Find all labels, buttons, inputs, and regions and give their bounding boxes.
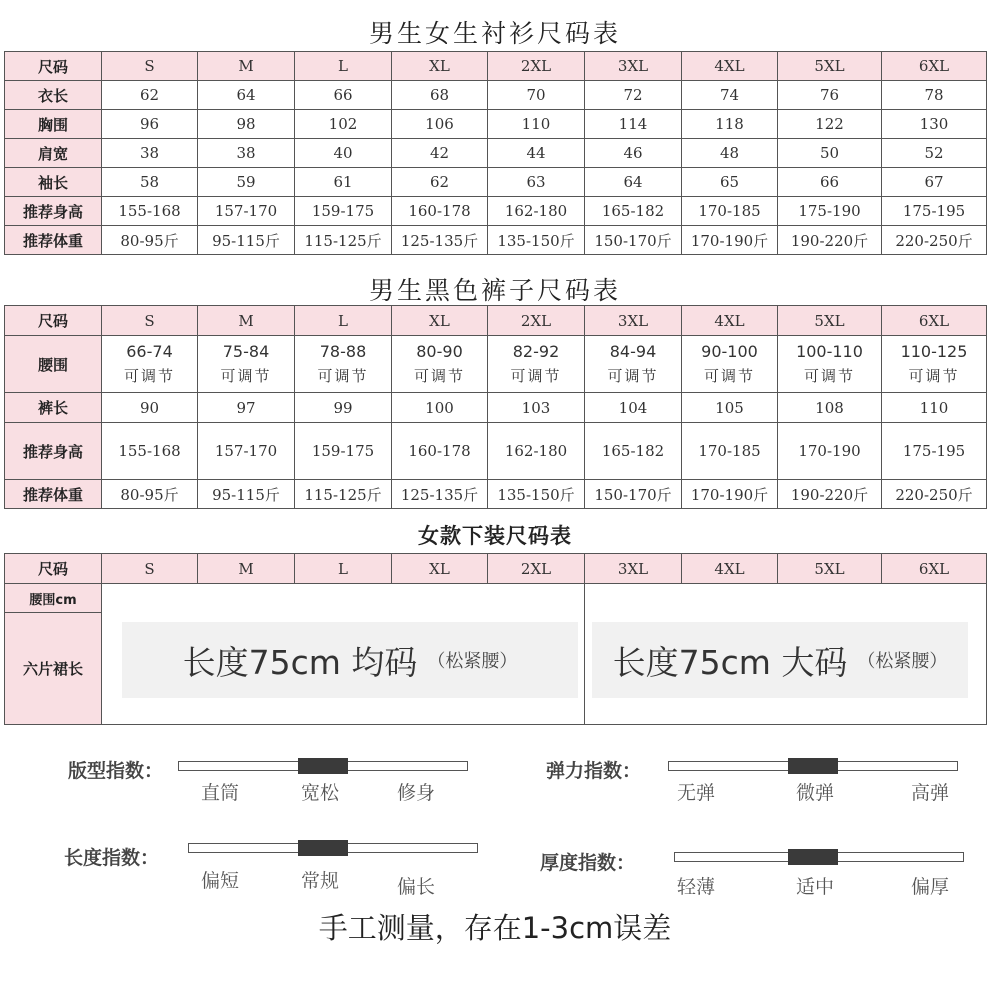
table-cell: 100: [392, 393, 488, 423]
women-table-title: 女款下装尺码表: [418, 524, 572, 548]
header-cell: XL: [392, 306, 488, 336]
table-cell: [198, 336, 295, 393]
table-cell: 170-185: [682, 423, 778, 480]
adjustable-note: 可调节: [510, 367, 562, 385]
table-cell: [488, 336, 585, 393]
table-cell: 63: [488, 168, 585, 197]
length-text: 长度75cm 均码: [182, 642, 418, 682]
row-label: 推荐体重: [5, 226, 102, 255]
table-cell: 104: [585, 393, 682, 423]
header-cell: 2XL: [488, 52, 585, 81]
one-size-length-note: [122, 622, 578, 698]
table-cell: 110: [488, 110, 585, 139]
adjustable-note: 可调节: [413, 367, 465, 385]
header-cell: XL: [392, 52, 488, 81]
waist-range: 78-88: [319, 342, 367, 361]
table-cell: 66: [778, 168, 882, 197]
header-cell: M: [198, 52, 295, 81]
table-cell: 159-175: [295, 197, 392, 226]
table-cell: 157-170: [198, 423, 295, 480]
header-cell: S: [102, 306, 198, 336]
table-row: [5, 480, 987, 509]
row-label: 腰围: [5, 336, 102, 393]
row-label: 胸围: [5, 110, 102, 139]
table-cell: 90: [102, 393, 198, 423]
header-cell: 尺码: [5, 52, 102, 81]
elastic-waist-note: （松紧腰）: [857, 651, 948, 672]
header-cell: 6XL: [882, 52, 987, 81]
row-label: 袖长: [5, 168, 102, 197]
index-option: 偏厚: [910, 876, 949, 898]
table-cell: 102: [295, 110, 392, 139]
table-cell: 122: [778, 110, 882, 139]
fit-index-track: [178, 761, 468, 771]
table-cell: 125-135斤: [392, 226, 488, 255]
row-label: 裤长: [5, 393, 102, 423]
table-cell: [882, 336, 987, 393]
length-index-track: [188, 843, 478, 853]
header-cell: XL: [392, 554, 488, 584]
index-option: 适中: [795, 876, 834, 898]
table-cell: [682, 336, 778, 393]
measurement-disclaimer: 手工测量，存在1-3cm误差: [318, 911, 672, 945]
header-cell: 2XL: [488, 306, 585, 336]
table-cell: 48: [682, 139, 778, 168]
table-row: [5, 584, 987, 613]
index-option: 宽松: [300, 782, 339, 804]
table-cell: 95-115斤: [198, 480, 295, 509]
table-cell: 62: [102, 81, 198, 110]
table-cell: 61: [295, 168, 392, 197]
table-row: [5, 81, 987, 110]
table-row: [5, 139, 987, 168]
table-cell: [295, 336, 392, 393]
waist-range: 80-90: [416, 342, 463, 361]
table-cell: 157-170: [198, 197, 295, 226]
thickness-index-label: 厚度指数：: [540, 852, 636, 874]
thickness-index-track: [674, 852, 964, 862]
table-cell: 72: [585, 81, 682, 110]
header-cell: 4XL: [682, 306, 778, 336]
index-option: 修身: [396, 782, 435, 804]
table-cell: 160-178: [392, 423, 488, 480]
table-cell: 118: [682, 110, 778, 139]
index-option: 轻薄: [676, 876, 715, 898]
shirt-header-row: [5, 52, 987, 81]
header-cell: L: [295, 554, 392, 584]
table-cell: 106: [392, 110, 488, 139]
fit-index-indicator: [298, 758, 348, 774]
table-cell: 165-182: [585, 197, 682, 226]
table-cell: 64: [585, 168, 682, 197]
table-cell: [585, 336, 682, 393]
table-cell: 135-150斤: [488, 226, 585, 255]
table-cell: 38: [102, 139, 198, 168]
header-cell: 2XL: [488, 554, 585, 584]
stretch-index-label: 弹力指数：: [546, 760, 642, 782]
table-cell: 170-190斤: [682, 480, 778, 509]
table-cell: 67: [882, 168, 987, 197]
pants-header-row: [5, 306, 987, 336]
row-label: 六片裙长: [5, 613, 102, 725]
table-row: [5, 393, 987, 423]
waist-range: 75-84: [222, 342, 270, 361]
waist-range: 84-94: [609, 342, 657, 361]
pants-table-title: 男生黑色裤子尺码表: [368, 276, 621, 305]
table-cell: 76: [778, 81, 882, 110]
header-cell: 3XL: [585, 554, 682, 584]
table-cell: 44: [488, 139, 585, 168]
header-cell: 尺码: [5, 306, 102, 336]
row-label: 肩宽: [5, 139, 102, 168]
women-header-row: [5, 554, 987, 584]
table-row: [5, 197, 987, 226]
table-cell: 114: [585, 110, 682, 139]
header-cell: M: [198, 554, 295, 584]
index-option: 高弹: [910, 782, 949, 804]
table-cell: 50: [778, 139, 882, 168]
table-cell: 150-170斤: [585, 226, 682, 255]
header-cell: S: [102, 554, 198, 584]
header-cell: 6XL: [882, 306, 987, 336]
table-cell: [102, 336, 198, 393]
header-cell: 5XL: [778, 52, 882, 81]
row-label: 腰围cm: [5, 584, 102, 613]
table-cell: 103: [488, 393, 585, 423]
header-cell: 3XL: [585, 52, 682, 81]
table-cell: 98: [198, 110, 295, 139]
header-cell: 4XL: [682, 554, 778, 584]
plus-size-length-note: [592, 622, 968, 698]
table-cell: 110: [882, 393, 987, 423]
table-cell: 108: [778, 393, 882, 423]
table-cell: 80-95斤: [102, 226, 198, 255]
table-cell: 220-250斤: [882, 226, 987, 255]
table-cell: 155-168: [102, 423, 198, 480]
table-cell: 190-220斤: [778, 226, 882, 255]
length-text: 长度75cm 大码: [612, 642, 848, 682]
table-cell: 170-190: [778, 423, 882, 480]
table-cell: 159-175: [295, 423, 392, 480]
table-cell: 115-125斤: [295, 480, 392, 509]
table-cell: 175-195: [882, 423, 987, 480]
waist-range: 100-110: [796, 342, 863, 361]
table-row: [5, 226, 987, 255]
index-option: 无弹: [676, 782, 715, 804]
row-label: 推荐身高: [5, 197, 102, 226]
elastic-waist-note: （松紧腰）: [427, 651, 518, 672]
table-cell: 42: [392, 139, 488, 168]
row-label: 推荐身高: [5, 423, 102, 480]
index-option: 直筒: [200, 782, 239, 804]
stretch-index-track: [668, 761, 958, 771]
adjustable-note: 可调节: [607, 367, 659, 385]
header-cell: L: [295, 306, 392, 336]
table-cell: 170-190斤: [682, 226, 778, 255]
index-option: 偏短: [200, 870, 239, 892]
table-cell: 62: [392, 168, 488, 197]
table-cell: [778, 336, 882, 393]
table-cell: 46: [585, 139, 682, 168]
index-option: 偏长: [396, 876, 435, 898]
table-row: [5, 423, 987, 480]
header-cell: 5XL: [778, 554, 882, 584]
header-cell: 5XL: [778, 306, 882, 336]
header-cell: 4XL: [682, 52, 778, 81]
table-row: [5, 336, 987, 393]
table-cell: 160-178: [392, 197, 488, 226]
length-index-indicator: [298, 840, 348, 856]
table-cell: 59: [198, 168, 295, 197]
table-cell: 65: [682, 168, 778, 197]
thickness-index-indicator: [788, 849, 838, 865]
table-cell: 52: [882, 139, 987, 168]
table-cell: 155-168: [102, 197, 198, 226]
index-option: 微弹: [795, 782, 834, 804]
shirt-size-table: [4, 51, 987, 255]
table-cell: 105: [682, 393, 778, 423]
waist-range: 110-125: [900, 342, 968, 361]
adjustable-note: 可调节: [317, 367, 369, 385]
stretch-index-indicator: [788, 758, 838, 774]
table-cell: 165-182: [585, 423, 682, 480]
length-index-label: 长度指数：: [64, 847, 160, 869]
table-cell: 40: [295, 139, 392, 168]
header-cell: S: [102, 52, 198, 81]
pants-size-table: [4, 305, 987, 509]
row-label: 衣长: [5, 81, 102, 110]
table-cell: 74: [682, 81, 778, 110]
adjustable-note: 可调节: [803, 367, 855, 385]
adjustable-note: 可调节: [123, 367, 175, 385]
table-cell: 175-195: [882, 197, 987, 226]
header-cell: 3XL: [585, 306, 682, 336]
table-cell: 115-125斤: [295, 226, 392, 255]
table-cell: 78: [882, 81, 987, 110]
shirt-table-title: 男生女生衬衫尺码表: [368, 19, 621, 48]
table-cell: [392, 336, 488, 393]
table-cell: 220-250斤: [882, 480, 987, 509]
table-cell: 64: [198, 81, 295, 110]
waist-range: 66-74: [126, 342, 173, 361]
table-cell: 95-115斤: [198, 226, 295, 255]
adjustable-note: 可调节: [220, 367, 272, 385]
waist-range: 90-100: [701, 342, 758, 361]
header-cell: 尺码: [5, 554, 102, 584]
table-cell: 170-185: [682, 197, 778, 226]
table-cell: 68: [392, 81, 488, 110]
table-cell: 130: [882, 110, 987, 139]
table-cell: 70: [488, 81, 585, 110]
header-cell: M: [198, 306, 295, 336]
table-cell: 96: [102, 110, 198, 139]
header-cell: 6XL: [882, 554, 987, 584]
table-cell: 66: [295, 81, 392, 110]
adjustable-note: 可调节: [703, 367, 755, 385]
table-cell: 97: [198, 393, 295, 423]
table-cell: 125-135斤: [392, 480, 488, 509]
table-cell: 135-150斤: [488, 480, 585, 509]
index-option: 常规: [300, 870, 339, 892]
table-cell: 58: [102, 168, 198, 197]
table-cell: 190-220斤: [778, 480, 882, 509]
table-cell: 38: [198, 139, 295, 168]
table-cell: 175-190: [778, 197, 882, 226]
row-label: 推荐体重: [5, 480, 102, 509]
table-row: [5, 110, 987, 139]
table-row: [5, 168, 987, 197]
table-cell: 80-95斤: [102, 480, 198, 509]
table-cell: 162-180: [488, 423, 585, 480]
adjustable-note: 可调节: [908, 367, 960, 385]
header-cell: L: [295, 52, 392, 81]
fit-index-label: 版型指数：: [68, 760, 164, 782]
waist-range: 82-92: [512, 342, 560, 361]
table-cell: 99: [295, 393, 392, 423]
table-cell: 162-180: [488, 197, 585, 226]
table-cell: 150-170斤: [585, 480, 682, 509]
